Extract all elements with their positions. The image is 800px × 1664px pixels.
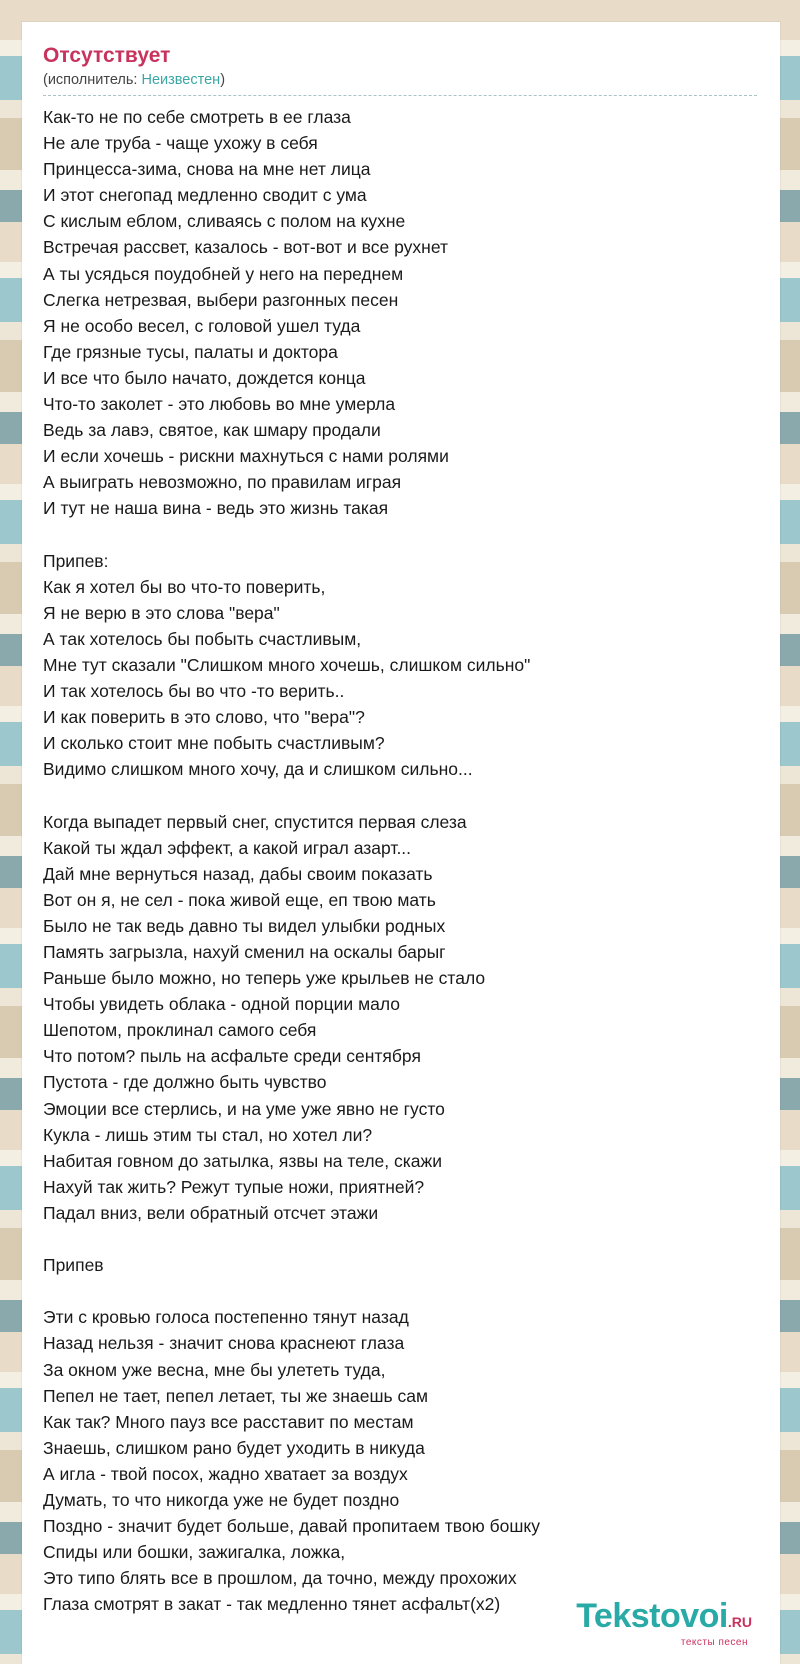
lyric-line: Дай мне вернуться назад, дабы своим показать — [43, 863, 433, 884]
lyrics-card — [22, 22, 780, 1664]
lyric-line: Поздно - значит будет больше, давай пропитаем твою бошку — [43, 1516, 540, 1537]
lyric-line: Какой ты ждал эффект, а какой играл азарт... — [43, 837, 412, 858]
lyric-line: Эти с кровью голоса постепенно тянут назад — [43, 1307, 409, 1328]
lyric-line: Не але труба - чаще ухожу в себя — [43, 133, 318, 154]
artist-prefix: (исполнитель: — [43, 72, 142, 88]
logo-tld: .RU — [727, 1614, 752, 1630]
lyric-line: А так хотелось бы побыть счастливым, — [43, 628, 362, 649]
lyric-line: Кукла - лишь этим ты стал, но хотел ли? — [43, 1124, 373, 1145]
lyric-line: Припев: — [43, 550, 109, 571]
lyric-line: Падал вниз, вели обратный отсчет этажи — [43, 1202, 379, 1223]
lyric-line: Ведь за лавэ, святое, как шмару продали — [43, 420, 381, 441]
lyric-line: Думать, то что никогда уже не будет поздно — [43, 1489, 400, 1510]
lyric-line — [43, 1226, 757, 1252]
lyric-line: Что-то заколет - это любовь во мне умерла — [43, 394, 396, 415]
lyric-line: Спиды или бошки, зажигалка, ложка, — [43, 1542, 346, 1563]
lyric-line: Принцесса-зима, снова на мне нет лица — [43, 159, 371, 180]
lyric-line: И этот снегопад медленно сводит с ума — [43, 185, 367, 206]
logo-main-text: Tekstovoi — [576, 1597, 728, 1635]
lyric-line: А выиграть невозможно, по правилам играя — [43, 472, 402, 493]
lyric-line: Пустота - где должно быть чувство — [43, 1072, 327, 1093]
lyric-line: Как-то не по себе смотреть в ее глаза — [43, 107, 351, 127]
lyric-line: За окном уже весна, мне бы улететь туда, — [43, 1359, 386, 1380]
lyric-line: Видимо слишком много хочу, да и слишком сильно... — [43, 759, 473, 780]
lyric-line: Как я хотел бы во что-то поверить, — [43, 576, 326, 597]
lyric-line: Набитая говном до затылка, язвы на теле, скажи — [43, 1150, 442, 1171]
lyric-line: А игла - твой посох, жадно хватает за воздух — [43, 1463, 408, 1484]
artist-line — [43, 71, 757, 96]
lyric-line: Слегка нетрезвая, выбери разгонных песен — [43, 289, 399, 310]
lyric-line: И как поверить в это слово, что "вера"? — [43, 707, 365, 728]
lyric-line — [43, 522, 757, 548]
lyric-line: Шепотом, проклинал самого себя — [43, 1020, 317, 1041]
lyric-line: И сколько стоит мне побыть счастливым? — [43, 733, 385, 754]
lyric-line: И так хотелось бы во что -то верить.. — [43, 681, 345, 702]
lyric-line: Глаза смотрят в закат - так медленно тянет асфальт(х2) — [43, 1594, 501, 1615]
lyric-line: Это типо блять все в прошлом, да точно, между прохожих — [43, 1568, 517, 1589]
lyric-line: Назад нельзя - значит снова краснеют глаза — [43, 1333, 405, 1354]
site-logo[interactable] — [576, 1599, 752, 1648]
song-title: Отсутствует — [43, 44, 171, 67]
logo-subtitle: тексты песен — [680, 1637, 748, 1648]
artist-link[interactable]: Неизвестен — [141, 72, 221, 88]
lyric-line: Где грязные тусы, палаты и доктора — [43, 341, 338, 362]
lyric-line: Когда выпадет первый снег, спустится первая слеза — [43, 811, 467, 832]
lyric-line — [43, 782, 757, 808]
lyric-line: Я не особо весел, с головой ушел туда — [43, 315, 361, 336]
artist-suffix: ) — [220, 72, 226, 88]
lyric-line: Знаешь, слишком рано будет уходить в никуда — [43, 1437, 425, 1458]
lyric-line: Мне тут сказали "Слишком много хочешь, слишком сильно" — [43, 654, 531, 675]
lyric-line: Эмоции все стерлись, и на уме уже явно не густо — [43, 1098, 445, 1119]
lyric-line: Пепел не тает, пепел летает, ты же знаешь сам — [43, 1385, 428, 1406]
lyric-line: Как так? Много пауз все расставит по местам — [43, 1411, 414, 1432]
lyric-line: С кислым еблом, сливаясь с полом на кухне — [43, 211, 406, 232]
lyric-line: Припев — [43, 1255, 104, 1276]
lyric-line: И если хочешь - рискни махнуться с нами ролями — [43, 446, 449, 467]
logo-wordmark — [576, 1599, 752, 1639]
lyric-line: Раньше было можно, но теперь уже крыльев не стало — [43, 968, 486, 989]
lyrics-text — [43, 104, 757, 1617]
lyric-line: И все что было начато, дождется конца — [43, 367, 366, 388]
lyric-line: Вот он я, не сел - пока живой еще, еп твою мать — [43, 889, 436, 910]
lyric-line — [43, 1278, 757, 1304]
song-header — [43, 43, 757, 96]
lyric-line: Память загрызла, нахуй сменил на оскалы барыг — [43, 942, 446, 962]
lyric-line: И тут не наша вина - ведь это жизнь такая — [43, 498, 389, 519]
lyric-line: Что потом? пыль на асфальте среди сентября — [43, 1046, 421, 1067]
lyric-line: Встречая рассвет, казалось - вот-вот и все рухнет — [43, 237, 448, 258]
lyric-line: Было не так ведь давно ты видел улыбки родных — [43, 915, 446, 936]
lyric-line: Чтобы увидеть облака - одной порции мало — [43, 994, 400, 1015]
lyric-line: Я не верю в это слова "вера" — [43, 602, 280, 623]
lyric-line: А ты усядься поудобней у него на переднем — [43, 263, 404, 284]
lyric-line: Нахуй так жить? Режут тупые ножи, приятней? — [43, 1176, 425, 1197]
